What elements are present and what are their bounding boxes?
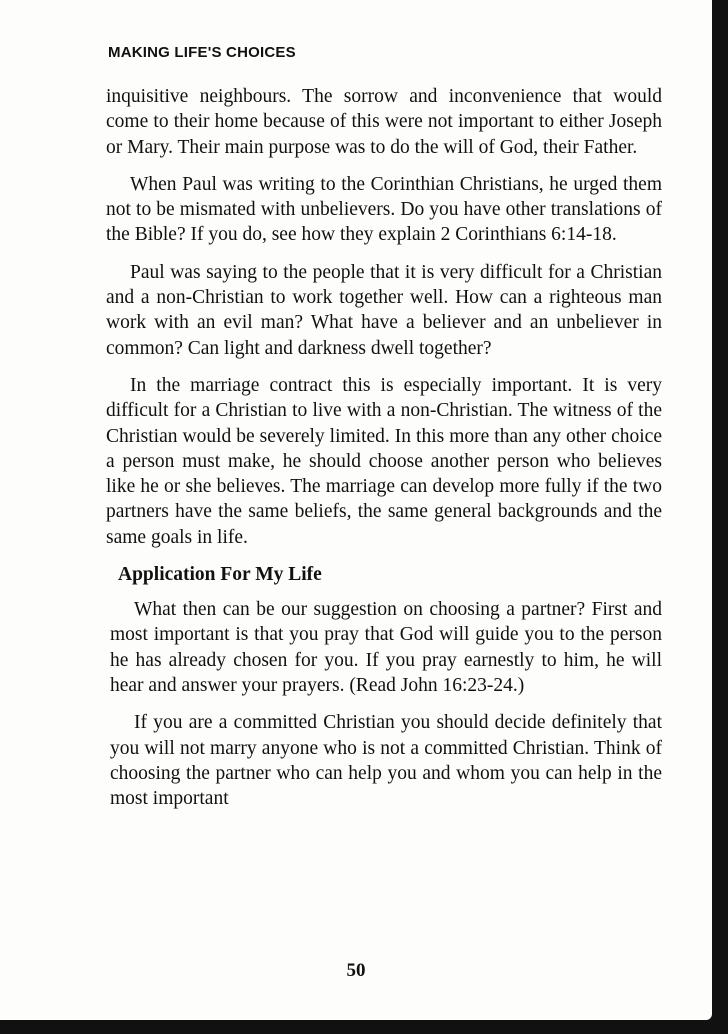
page-edge-bottom — [0, 1020, 728, 1034]
page-body — [106, 84, 662, 823]
paragraph-6: If you are a committed Christian you should decide definitely that you will not marry anyone who is not a committed Christian. Think of choosing the partner who can help you and whom you can help in the most important — [110, 712, 662, 810]
paragraph-4: In the marriage contract this is especially important. It is very difficult for a Christian to live with a non-Christian. The witness of the Christian would be severely limited. In this more than any other choice a person must make, he should choose another person who believes like he or she believes. The marriage can develop more fully if the two partners have the same beliefs, the same general backgrounds and the same goals in life. — [106, 374, 662, 548]
paragraph-2: When Paul was writing to the Corinthian Christians, he urged them not to be mismated with unbelievers. Do you have other translations of the Bible? If you do, see how they explain 2 Corinthians 6:14-18. — [106, 173, 662, 246]
application-section — [106, 562, 662, 811]
page-edge-right — [712, 0, 728, 1034]
running-head: MAKING LIFE'S CHOICES — [108, 44, 296, 61]
paragraph-5: What then can be our suggestion on choosing a partner? First and most important is that you pray that God will guide you to the person he has already chosen for you. If you pray earnestly to him, he will hear and answer your prayers. (Read John 16:23-24.) — [110, 599, 662, 696]
page-number: 50 — [346, 960, 366, 981]
paragraph-1: inquisitive neighbours. The sorrow and inconvenience that would come to their home because of this were not important to either Joseph or Mary. Their main purpose was to do the will of God, their Father. — [106, 86, 662, 158]
paragraph-3: Paul was saying to the people that it is very difficult for a Christian and a non-Christian to work together well. How can a righteous man work with an evil man? What have a believer and an unbeliever in common? Can light and darkness dwell together? — [106, 261, 662, 359]
section-heading: Application For My Life — [118, 564, 322, 586]
